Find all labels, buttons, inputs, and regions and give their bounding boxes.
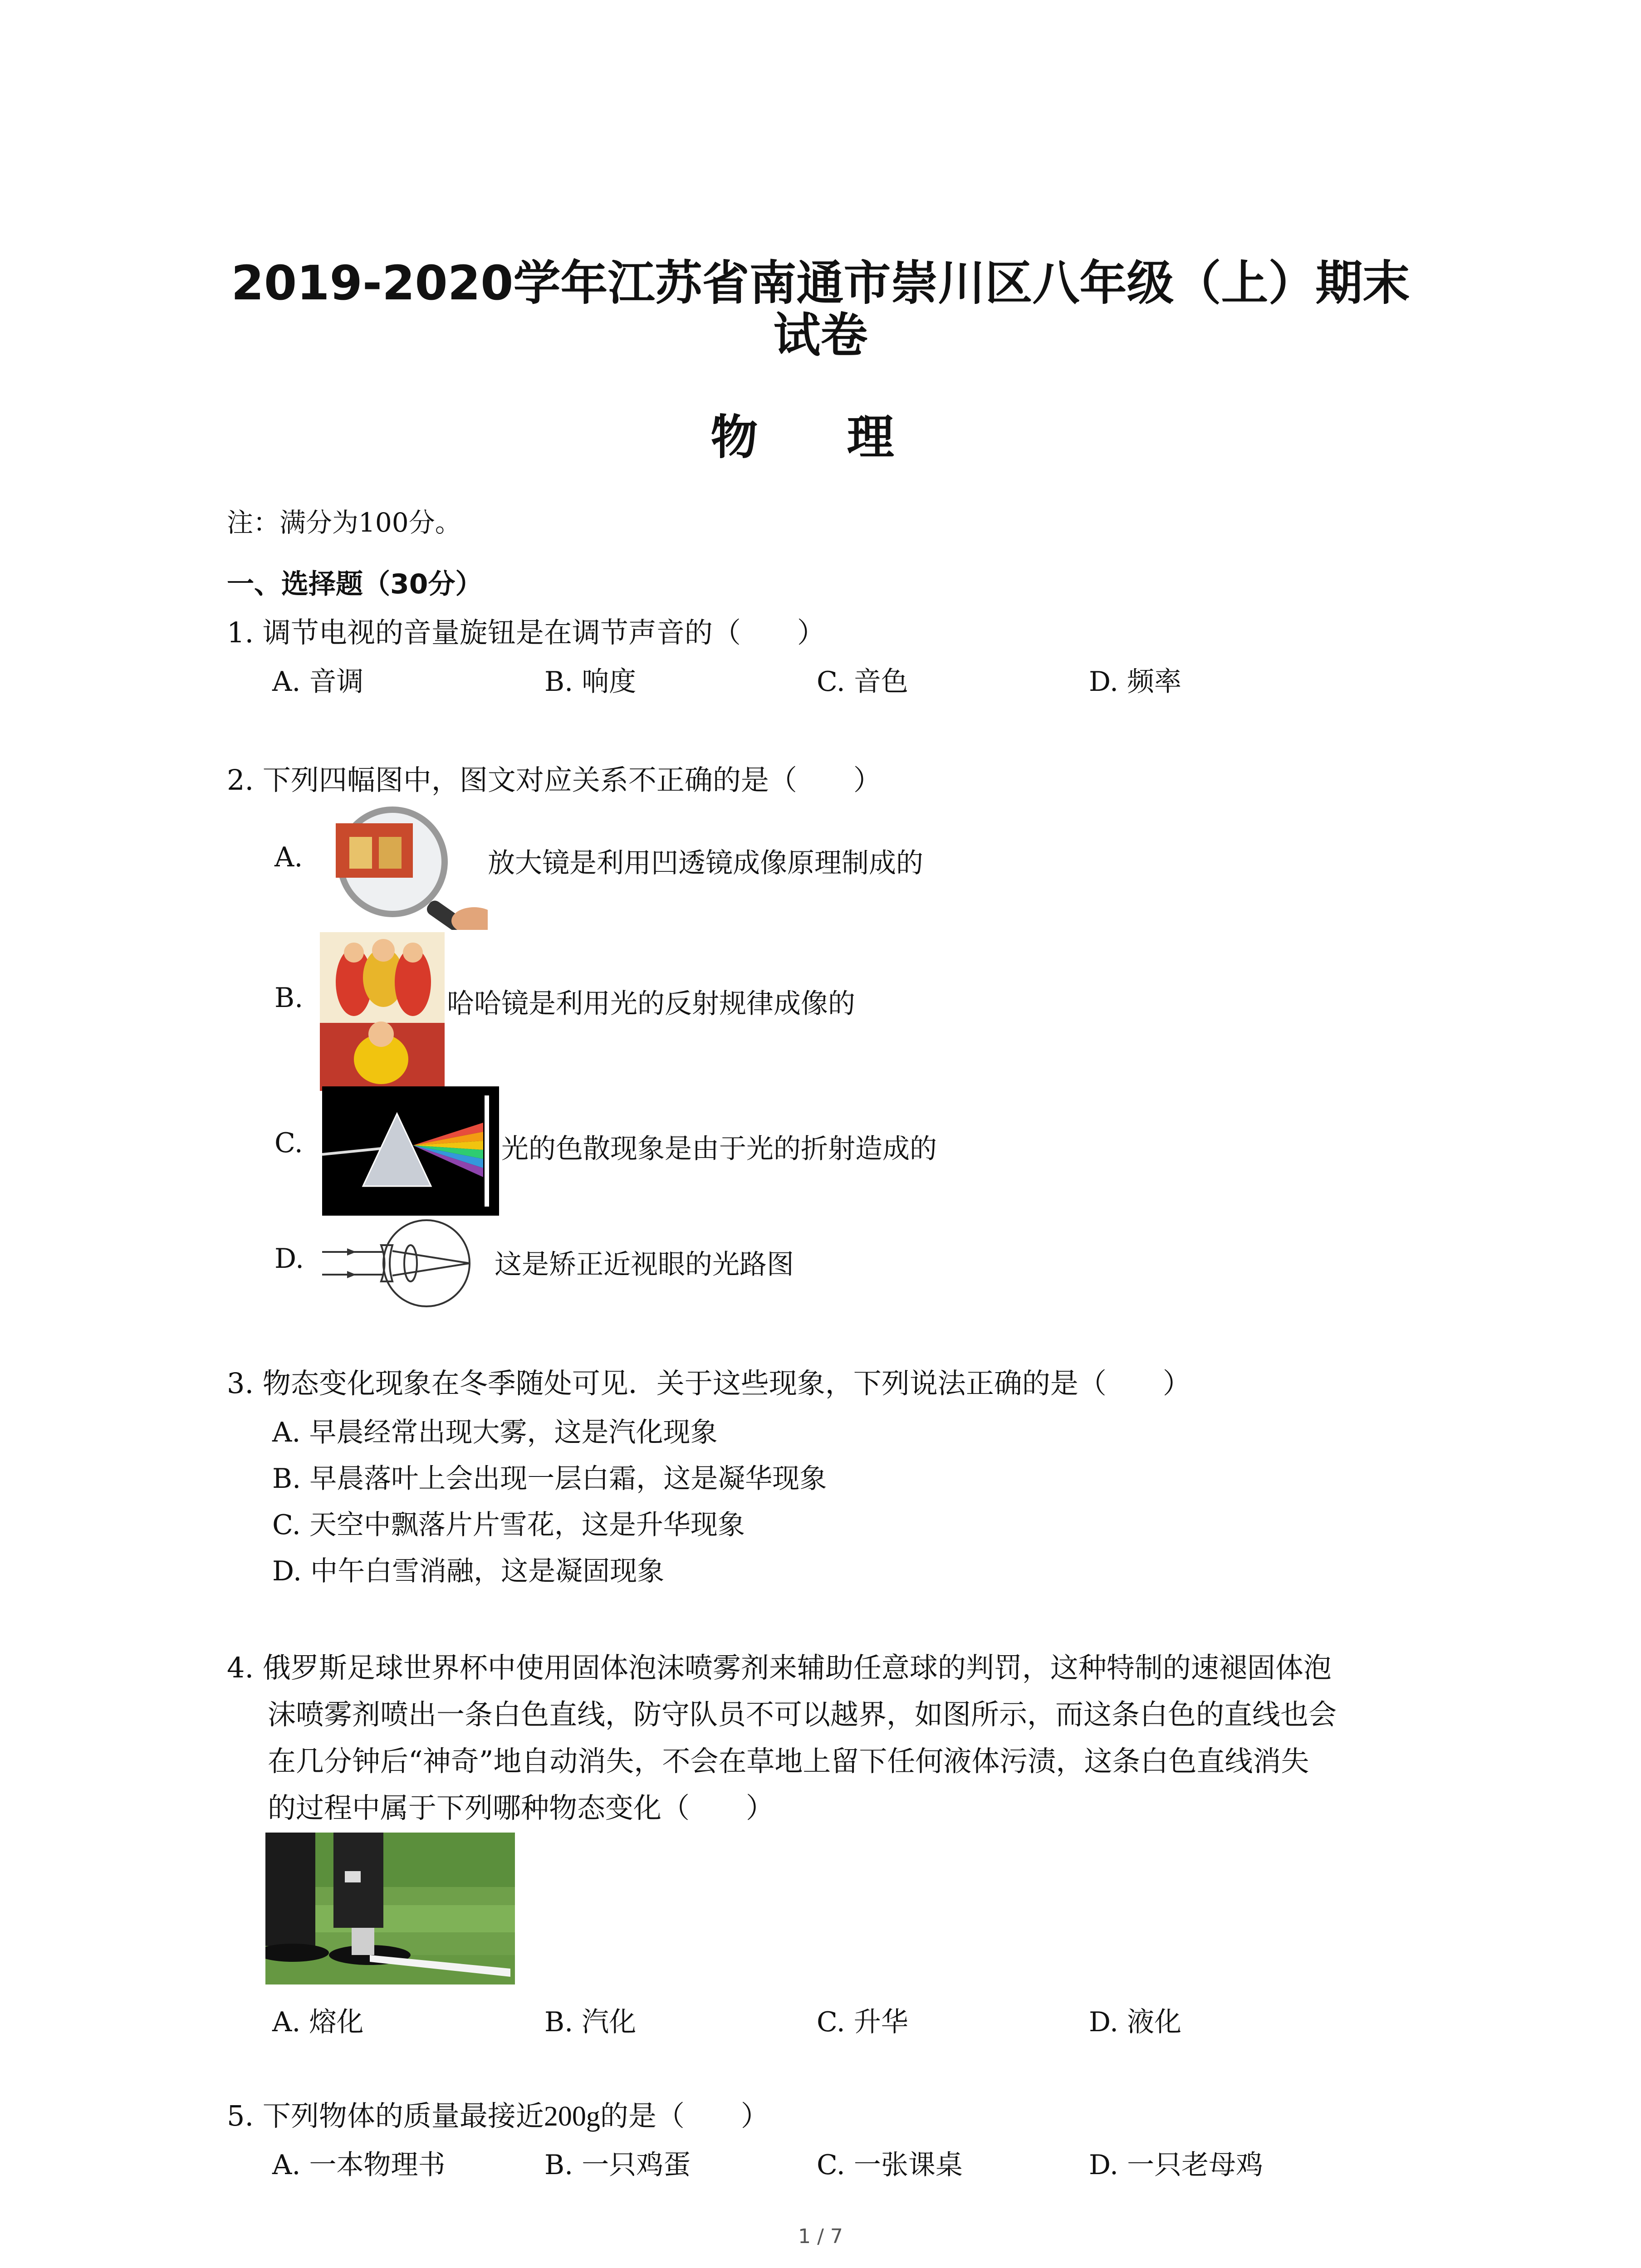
page-number: 1 / 7 [798, 2225, 843, 2248]
myopia-correction-diagram [320, 1216, 495, 1311]
q2-option-c-text: 光的色散现象是由于光的折射造成的 [501, 1133, 937, 1165]
q5-option-c[interactable]: C. 一张课桌 [817, 2149, 963, 2181]
q1-option-a[interactable]: A. 音调 [272, 666, 364, 698]
question-2-stem: 2. 下列四幅图中，图文对应关系不正确的是（ ） [227, 763, 882, 797]
vanishing-spray-photo [265, 1833, 515, 1984]
q5-option-a[interactable]: A. 一本物理书 [272, 2149, 446, 2181]
q4-line-4: 的过程中属于下列哪种物态变化（ ） [268, 1791, 774, 1824]
exam-title-line2: 试卷 [773, 308, 868, 363]
q4-line-2: 沫喷雾剂喷出一条白色直线，防守队员不可以越界，如图所示，而这条白色的直线也会 [268, 1698, 1337, 1731]
q5-option-d[interactable]: D. 一只老母鸡 [1089, 2149, 1264, 2181]
section-heading: 一、选择题（30分） [227, 568, 483, 600]
q2-option-d-text: 这是矫正近视眼的光路图 [495, 1249, 794, 1281]
question-5-stem [227, 2093, 769, 2139]
q2-option-c-label[interactable]: C. [274, 1127, 303, 1159]
q5-stem-pre: 5. 下列物体的质量最接近 [227, 2099, 544, 2132]
q2-option-d-label[interactable]: D. [274, 1243, 304, 1275]
q4-line-1: 4. 俄罗斯足球世界杯中使用固体泡沫喷雾剂来辅助任意球的判罚，这种特制的速褪固体泡 [227, 1651, 1332, 1684]
q4-option-c[interactable]: C. 升华 [817, 2006, 908, 2038]
q3-option-b[interactable]: B. 早晨落叶上会出现一层白霜，这是凝华现象 [272, 1463, 827, 1495]
q2-option-a-text: 放大镜是利用凹透镜成像原理制成的 [488, 847, 923, 879]
q5-mass-value: 200g [544, 2101, 600, 2132]
q3-option-c[interactable]: C. 天空中飘落片片雪花，这是升华现象 [272, 1509, 745, 1541]
q2-option-b-text: 哈哈镜是利用光的反射规律成像的 [447, 988, 855, 1020]
score-note: 注：满分为100分。 [227, 507, 461, 538]
q2-option-a-label[interactable]: A. [274, 841, 303, 873]
prism-dispersion-image [322, 1086, 499, 1216]
q4-line-3: 在几分钟后“神奇”地自动消失，不会在草地上留下任何液体污渍，这条白色直线消失 [268, 1745, 1309, 1778]
subject-title: 物 理 [710, 409, 931, 465]
q3-option-a[interactable]: A. 早晨经常出现大雾，这是汽化现象 [272, 1417, 718, 1448]
question-1-stem: 1. 调节电视的音量旋钮是在调节声音的（ ） [227, 616, 825, 649]
exam-title-line1: 2019-2020学年江苏省南通市崇川区八年级（上）期末 [231, 255, 1410, 311]
question-3-stem: 3. 物态变化现象在冬季随处可见．关于这些现象，下列说法正确的是（ ） [227, 1367, 1191, 1400]
q1-option-d[interactable]: D. 频率 [1089, 666, 1182, 698]
q2-option-b-label[interactable]: B. [274, 982, 304, 1014]
q5-stem-post: 的是（ ） [600, 2099, 769, 2132]
q1-option-b[interactable]: B. 响度 [544, 666, 637, 698]
question-4-stem [227, 1644, 1443, 1831]
q4-option-a[interactable]: A. 熔化 [272, 2006, 364, 2038]
q4-option-d[interactable]: D. 液化 [1089, 2006, 1182, 2038]
q1-option-c[interactable]: C. 音色 [817, 666, 908, 698]
q5-option-b[interactable]: B. 一只鸡蛋 [544, 2149, 691, 2181]
magnifier-image [318, 805, 488, 930]
q3-option-d[interactable]: D. 中午白雪消融，这是凝固现象 [272, 1555, 665, 1587]
funhouse-mirror-image [320, 932, 445, 1091]
q4-option-b[interactable]: B. 汽化 [544, 2006, 637, 2038]
